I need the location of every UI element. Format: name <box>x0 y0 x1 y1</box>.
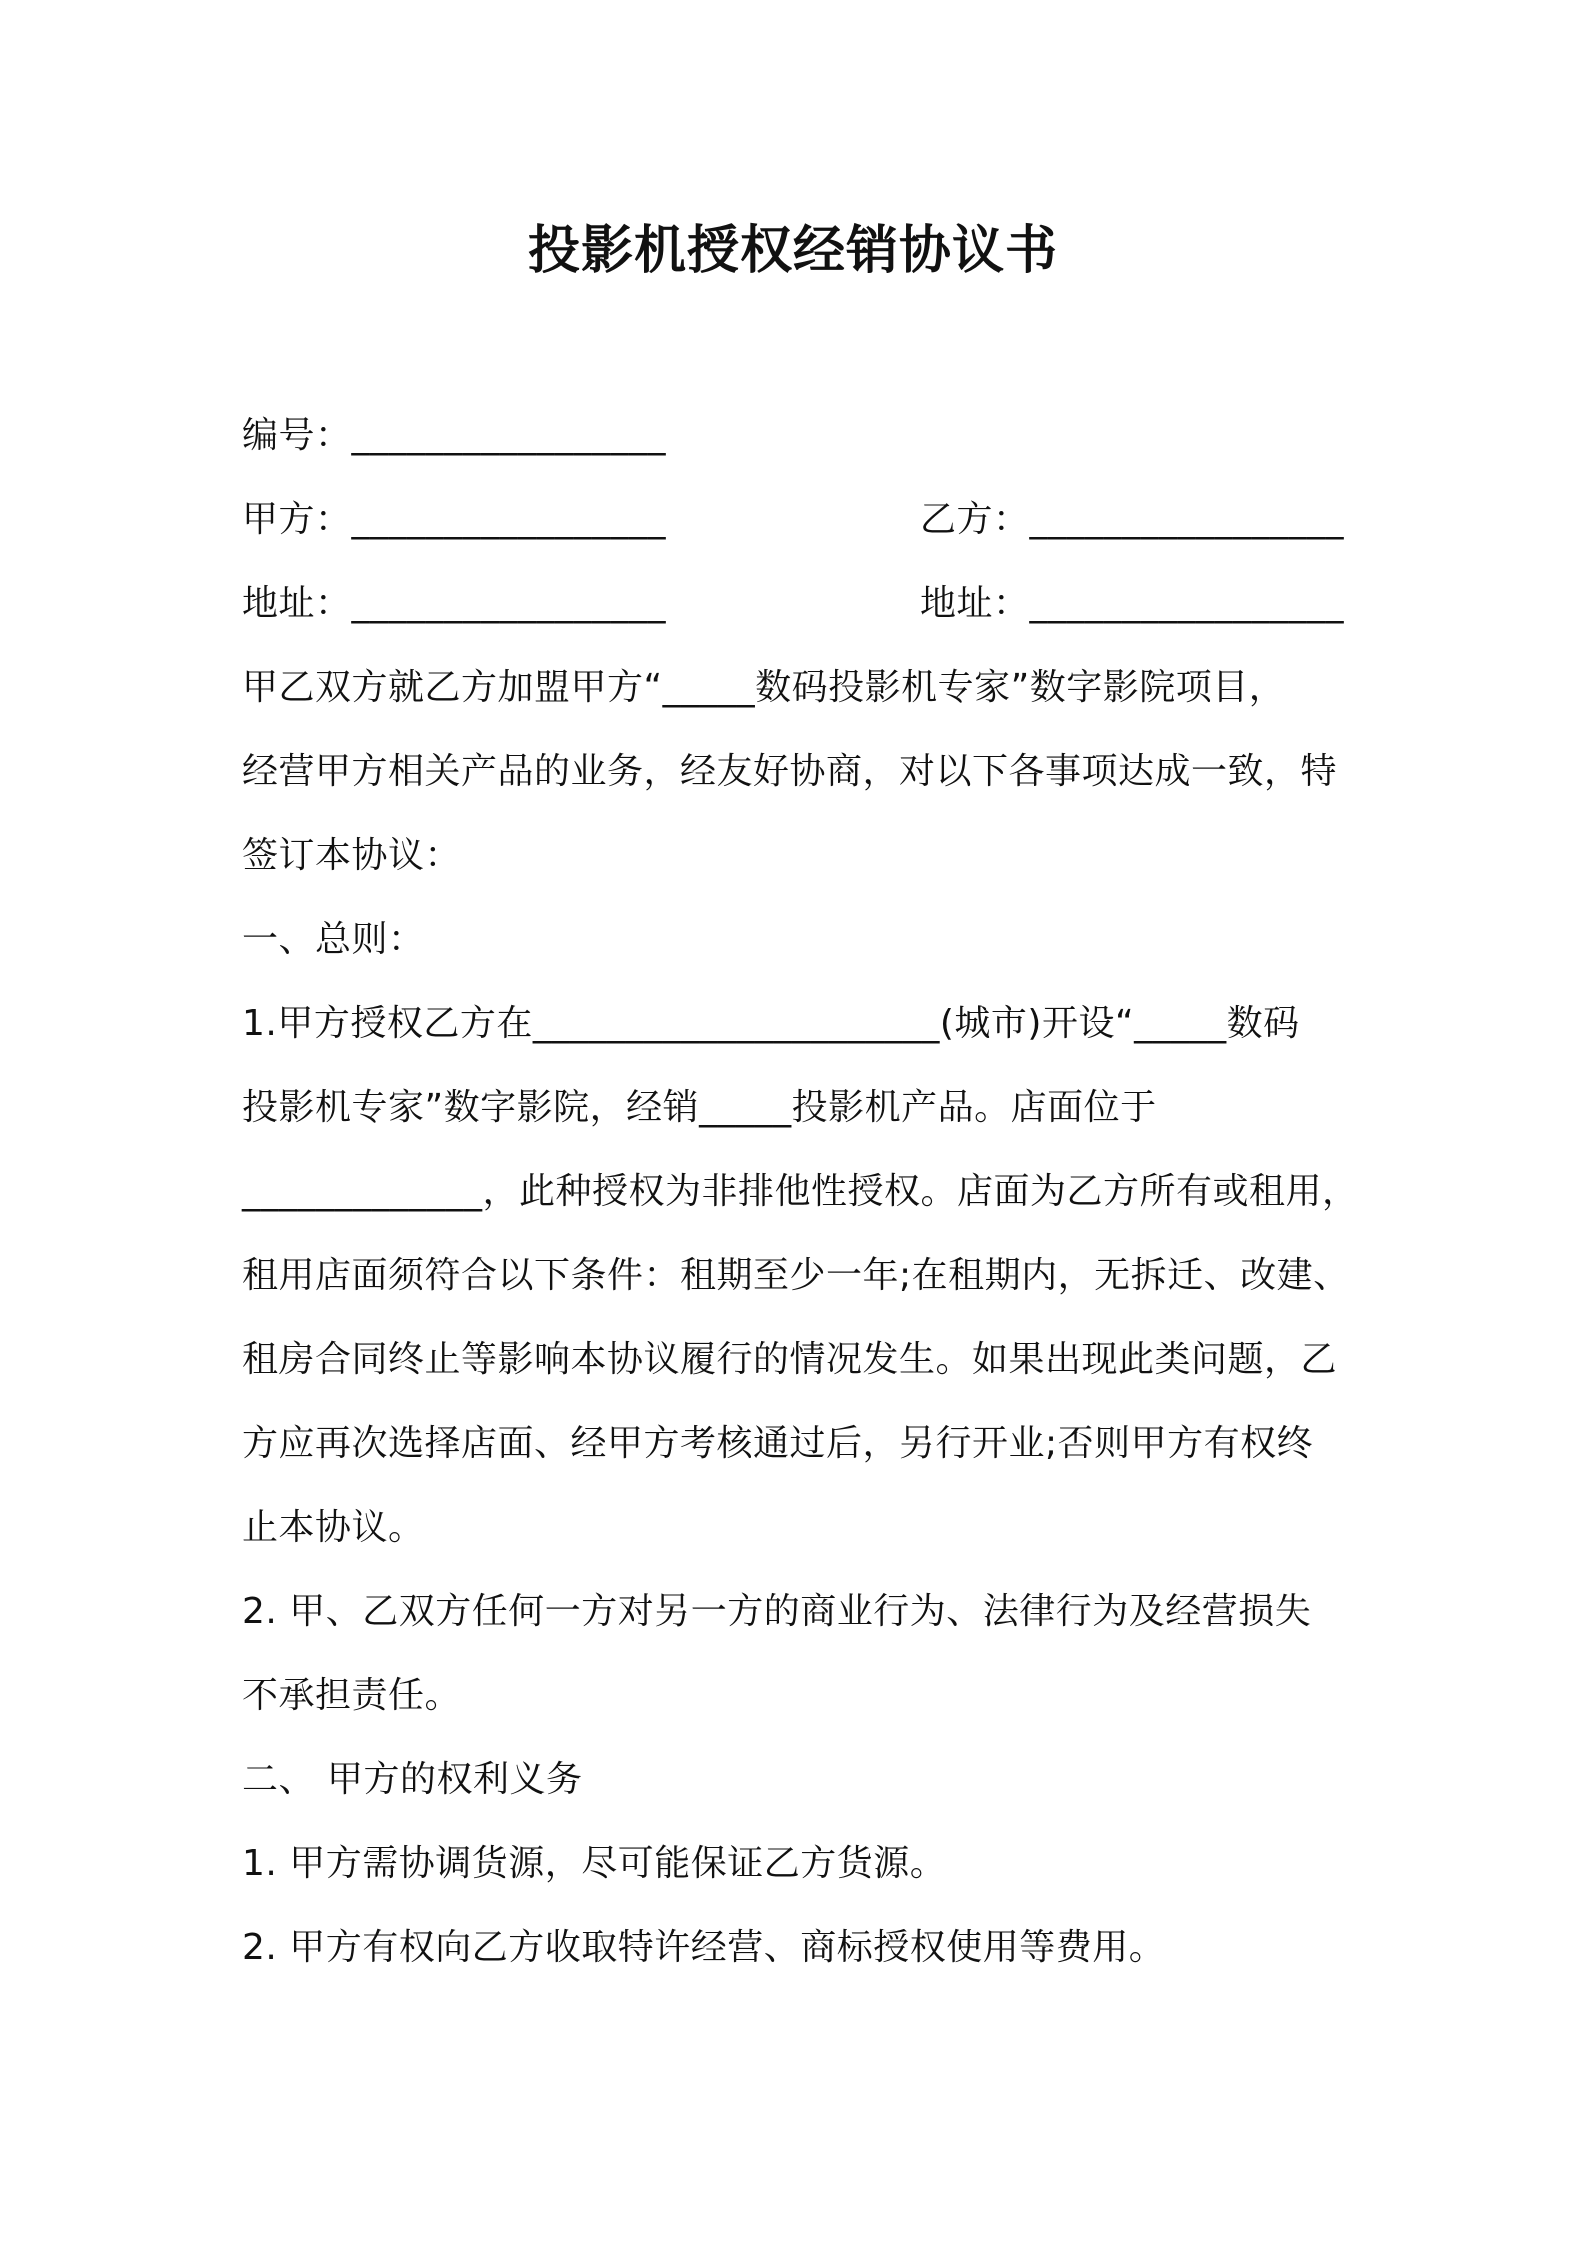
clause-1-1-line: _____________，此种授权为非排他性授权。店面为乙方所有或租用， <box>242 1171 1359 1212</box>
clause-1-1-line: 止本协议。 <box>242 1507 425 1548</box>
clause-1-1-line: 租房合同终止等影响本协议履行的情况发生。如果出现此类问题，乙 <box>242 1339 1338 1380</box>
clause-1-1-line: 方应再次选择店面、经甲方考核通过后，另行开业;否则甲方有权终 <box>242 1423 1314 1464</box>
number-field: 编号：_________________ <box>242 415 667 456</box>
clause-2-2: 2. 甲方有权向乙方收取特许经营、商标授权使用等费用。 <box>242 1927 1166 1968</box>
address-b-field: 地址：_________________ <box>920 583 1345 624</box>
clause-1-1-line: 租用店面须符合以下条件：租期至少一年;在租期内，无拆迁、改建、 <box>242 1255 1350 1296</box>
section-2-heading: 二、 甲方的权利义务 <box>242 1759 583 1800</box>
intro-line: 经营甲方相关产品的业务，经友好协商，对以下各事项达成一致，特 <box>242 751 1338 792</box>
section-1-heading: 一、总则： <box>242 919 425 960</box>
clause-1-1-line: 投影机专家”数字影院，经销_____投影机产品。店面位于 <box>242 1087 1157 1128</box>
intro-line: 甲乙双方就乙方加盟甲方“_____数码投影机专家”数字影院项目， <box>242 667 1286 708</box>
clause-1-1-line: 1.甲方授权乙方在______________________(城市)开设“_____数码 <box>242 1003 1300 1044</box>
party-b-field: 乙方：_________________ <box>920 499 1345 540</box>
clause-1-2-line: 2. 甲、乙双方任何一方对另一方的商业行为、法律行为及经营损失 <box>242 1591 1312 1632</box>
clause-2-1: 1. 甲方需协调货源，尽可能保证乙方货源。 <box>242 1843 947 1884</box>
party-a-field: 甲方：_________________ <box>242 499 667 540</box>
document-title: 投影机授权经销协议书 <box>527 221 1058 281</box>
intro-line: 签订本协议： <box>242 835 462 876</box>
clause-1-2-line: 不承担责任。 <box>242 1675 462 1716</box>
address-a-field: 地址：_________________ <box>242 583 667 624</box>
